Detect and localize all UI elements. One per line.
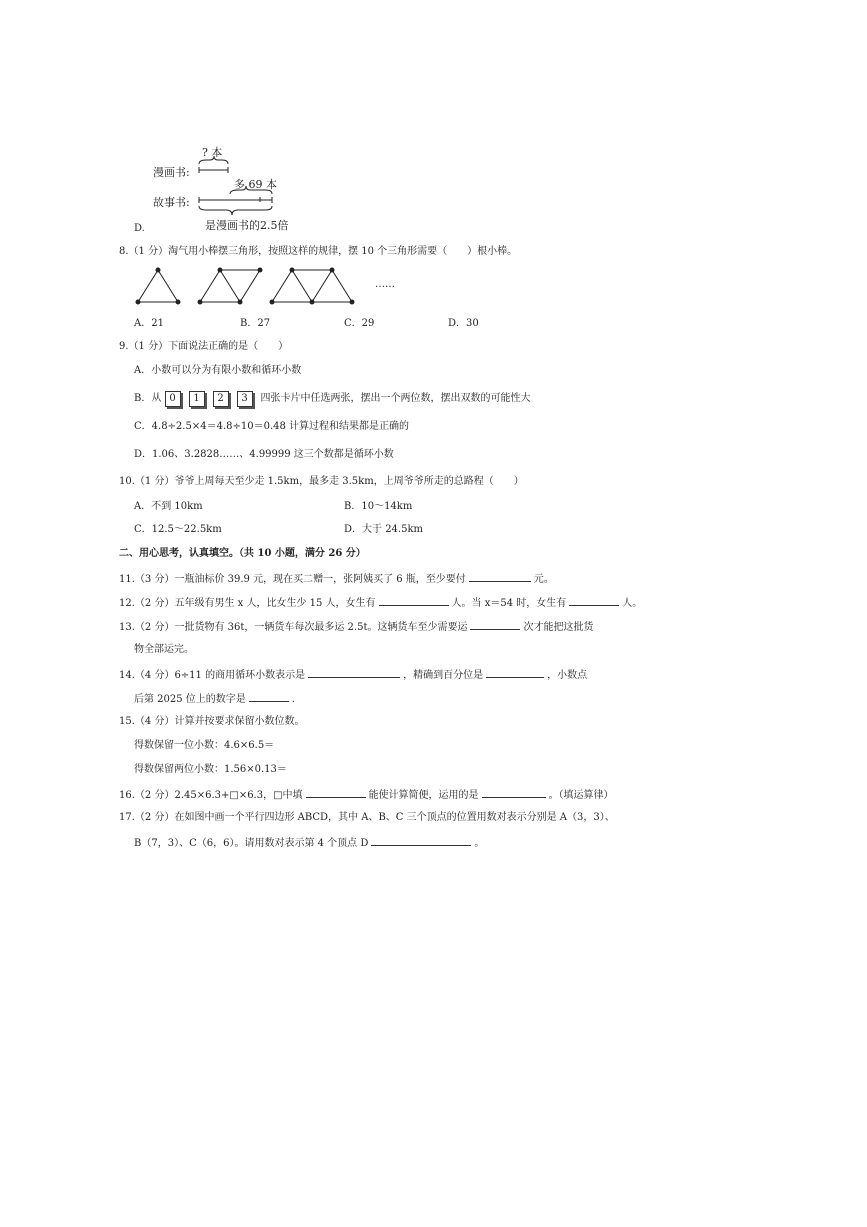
q14-tail: ，小数点 xyxy=(547,670,588,681)
digit-card: 2 xyxy=(213,391,229,407)
q14-text: 14.（4 分）6÷11 的商用循环小数表示是 xyxy=(119,670,306,681)
answer-blank[interactable] xyxy=(482,787,546,798)
answer-blank[interactable] xyxy=(249,691,289,702)
q10-option-a: A．不到 10km xyxy=(134,501,203,512)
q14-end: ． xyxy=(291,694,302,705)
q12 xyxy=(119,595,642,610)
q9-stem: 9.（1 分）下面说法正确的是（ ） xyxy=(119,341,289,352)
q15-line2: 得数保留两位小数：1.56×0.13＝ xyxy=(134,764,287,775)
digit-card: 1 xyxy=(189,391,205,407)
diagram-comic-label: 漫画书: xyxy=(153,166,190,179)
q8-ellipsis: …… xyxy=(375,279,395,290)
q9-option-b xyxy=(134,388,531,410)
diagram-story-label: 故事书: xyxy=(153,196,190,209)
diagram-bottom-label: 是漫画书的2.5倍 xyxy=(205,219,289,232)
q12-mid: 人。当 x＝54 时，女生有 xyxy=(451,598,567,609)
q11-tail: 元。 xyxy=(533,574,554,585)
triangles-pattern xyxy=(130,262,390,312)
bar-model-diagram xyxy=(190,150,310,230)
q10-stem: 10.（1 分）爷爷上周每天至少走 1.5km，最多走 3.5km，上周爷爷所走的总路程（ ） xyxy=(119,476,524,487)
q14 xyxy=(119,667,587,682)
q17-end: 。 xyxy=(474,838,485,849)
q15-line1: 得数保留一位小数：4.6×6.5＝ xyxy=(134,740,275,751)
answer-blank[interactable] xyxy=(486,667,544,678)
q11 xyxy=(119,571,554,586)
q10-option-b: B．10～14km xyxy=(344,501,413,512)
answer-blank[interactable] xyxy=(308,667,400,678)
section-2-title: 二、用心思考，认真填空。（共 10 小题，满分 26 分） xyxy=(119,548,366,559)
answer-blank[interactable] xyxy=(469,571,531,582)
q9-option-d: D．1.06、3.2828……、4.99999 这三个数都是循环小数 xyxy=(134,449,394,460)
q8-stem: 8.（1 分）淘气用小棒摆三角形，按照这样的规律，摆 10 个三角形需要（ ）根小棒。 xyxy=(119,246,518,257)
q13-text: 13.（2 分）一批货物有 36t，一辆货车每次最多运 2.5t。这辆货车至少需要运 xyxy=(119,622,468,633)
q12-tail: 人。 xyxy=(622,598,643,609)
answer-blank[interactable] xyxy=(306,787,366,798)
q16-mid: 能使计算简便，运用的是 xyxy=(368,790,479,801)
q10-option-c: C．12.5～22.5km xyxy=(134,524,222,535)
q9-option-c: C．4.8÷2.5×4＝4.8÷10＝0.48 计算过程和结果都是正确的 xyxy=(134,421,410,432)
q15-stem: 15.（4 分）计算并按要求保留小数位数。 xyxy=(119,716,305,727)
q9-option-b-prefix: B．从 xyxy=(134,393,162,404)
diagram-top-label: ? 本 xyxy=(202,146,223,159)
q14-mid: ，精确到百分位是 xyxy=(403,670,484,681)
q10-option-d: D．大于 24.5km xyxy=(344,524,424,535)
q9-option-a: A．小数可以分为有限小数和循环小数 xyxy=(134,365,302,376)
digit-card: 3 xyxy=(237,391,253,407)
q16-tail: 。（填运算律） xyxy=(548,790,614,801)
q13-line2: 物全部运完。 xyxy=(134,644,194,655)
q17-line2 xyxy=(134,835,484,850)
q16 xyxy=(119,787,614,802)
q12-text: 12.（2 分）五年级有男生 x 人，比女生少 15 人，女生有 xyxy=(119,598,376,609)
q8-option-a: A．21 xyxy=(134,318,164,329)
option-d-label: D. xyxy=(134,223,145,234)
digit-card: 0 xyxy=(165,391,181,407)
answer-blank[interactable] xyxy=(379,595,449,606)
q8-option-d: D．30 xyxy=(448,318,479,329)
q17-line2-text: B（7，3）、C（6，6）。请用数对表示第 4 个顶点 D xyxy=(134,838,369,849)
q8-option-b: B．27 xyxy=(240,318,271,329)
answer-blank[interactable] xyxy=(569,595,619,606)
answer-blank[interactable] xyxy=(470,619,520,630)
answer-blank[interactable] xyxy=(371,835,471,846)
q14-line2 xyxy=(134,691,302,706)
q11-text: 11.（3 分）一瓶油标价 39.9 元，现在买二赠一，张阿姨买了 6 瓶，至少要付 xyxy=(119,574,466,585)
q14-line2-text: 后第 2025 位上的数字是 xyxy=(134,694,246,705)
q13 xyxy=(119,619,593,634)
q9-option-b-suffix: 四张卡片中任选两张，摆出一个两位数，摆出双数的可能性大 xyxy=(260,393,531,404)
q16-text: 16.（2 分）2.45×6.3+□×6.3，□中填 xyxy=(119,790,303,801)
q8-option-c: C．29 xyxy=(344,318,375,329)
q17-text: 17.（2 分）在如图中画一个平行四边形 ABCD，其中 A、B、C 三个顶点的位置用数对表示分别是 A（3，3）、 xyxy=(119,812,615,823)
diagram-more-label: 多 69 本 xyxy=(234,178,277,191)
q13-tail: 次才能把这批货 xyxy=(523,622,594,633)
